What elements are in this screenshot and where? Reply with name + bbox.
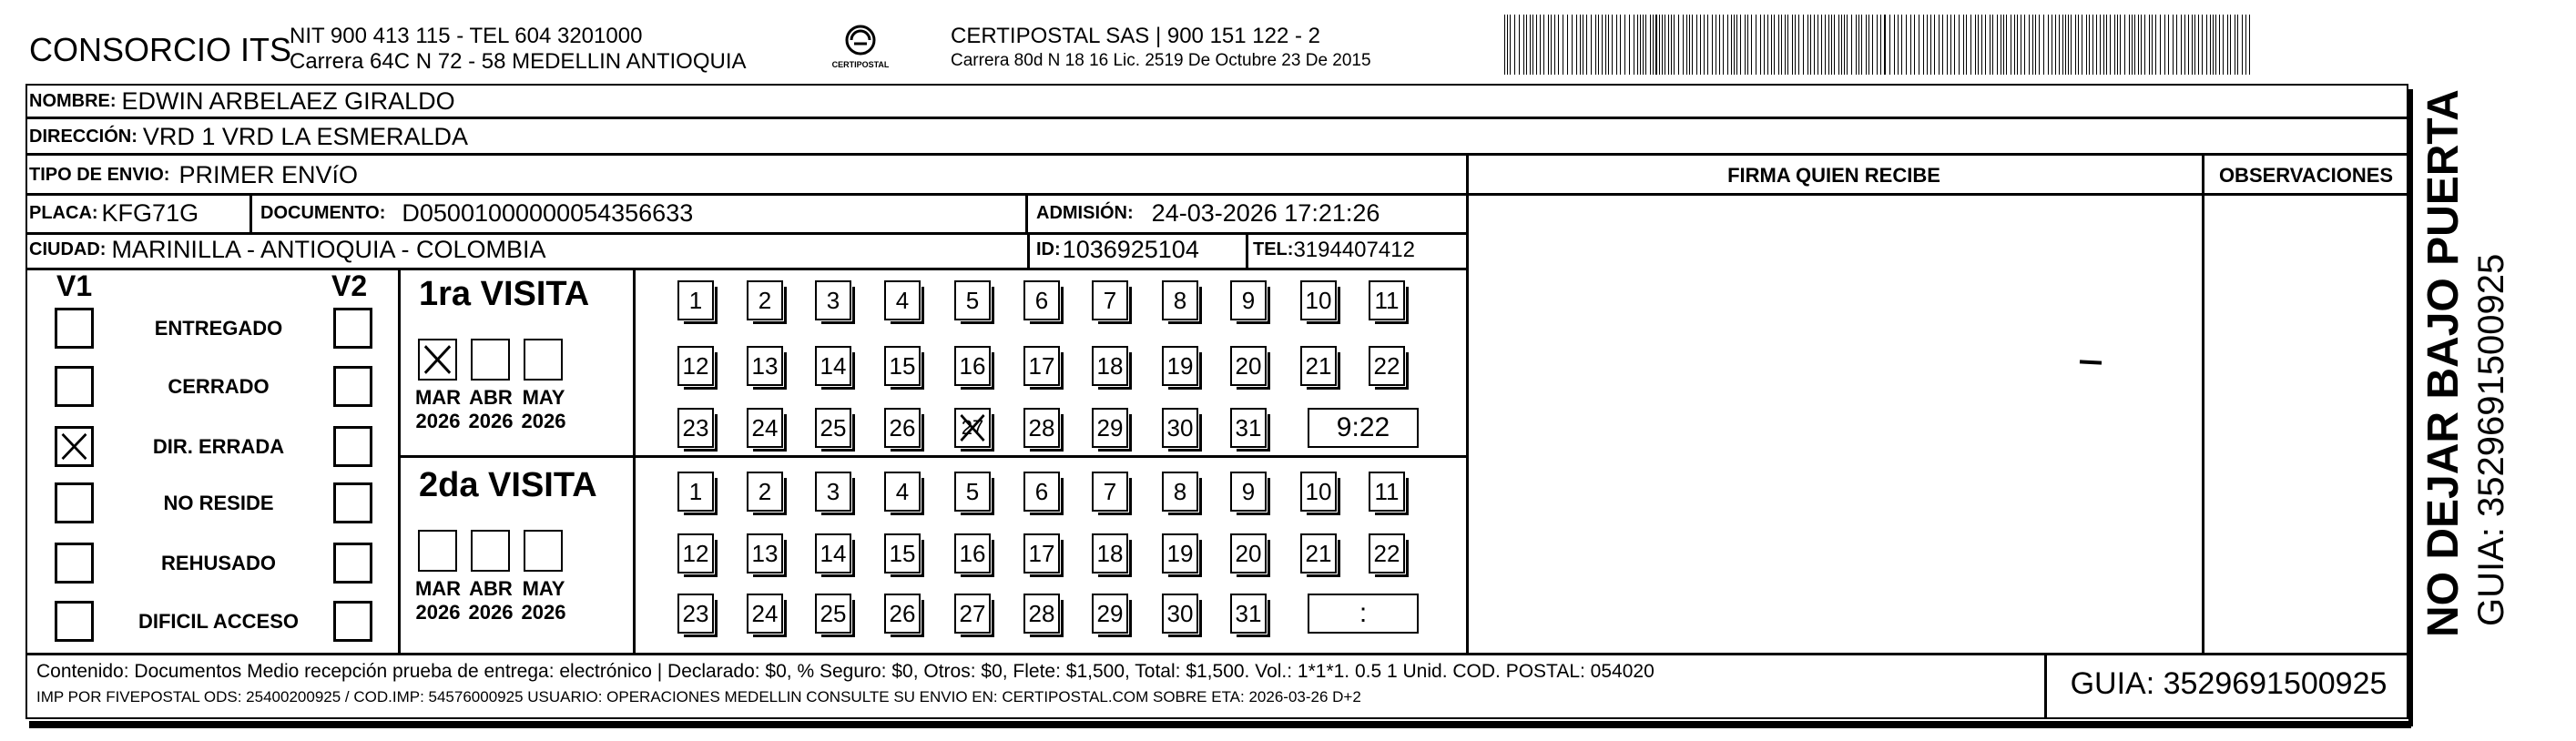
day-box[interactable]: 28 bbox=[1023, 408, 1060, 448]
bottom-shadow bbox=[29, 721, 2411, 728]
company-nit: NIT 900 413 115 - TEL 604 3201000 bbox=[290, 24, 643, 48]
id-value: 1036925104 bbox=[1062, 236, 1199, 263]
company-address: Carrera 64C N 72 - 58 MEDELLIN ANTIOQUIA bbox=[290, 49, 747, 74]
day-box[interactable]: 9 bbox=[1230, 472, 1267, 512]
day-box[interactable]: 1 bbox=[677, 280, 714, 320]
day-box[interactable]: 29 bbox=[1092, 594, 1128, 634]
month-checkbox[interactable] bbox=[418, 339, 457, 381]
day-box[interactable]: 22 bbox=[1369, 533, 1405, 574]
status-label: CERRADO bbox=[168, 375, 270, 398]
day-box[interactable]: 28 bbox=[1023, 594, 1060, 634]
footer-contenido: Contenido: Documentos Medio recepción prueba de entrega: electrónico | Declarado: $0, % Seguro: $0, Otros: $0, Flete: $1,500, Total: $1,500. Vol.: 1*1*1. 0.5 1 Unid. COD. POSTAL: 054020 bbox=[36, 661, 1655, 682]
month-checkbox[interactable] bbox=[524, 339, 563, 381]
tipo-label: TIPO DE ENVIO: bbox=[29, 165, 170, 185]
day-box[interactable]: 19 bbox=[1162, 533, 1198, 574]
row-id bbox=[1005, 235, 1199, 265]
ciudad-value: MARINILLA - ANTIOQUIA - COLOMBIA bbox=[111, 236, 546, 263]
status-label: NO RESIDE bbox=[163, 492, 274, 514]
status-label: REHUSADO bbox=[161, 552, 276, 574]
status-label: DIFICIL ACCESO bbox=[137, 610, 299, 633]
day-box[interactable]: 11 bbox=[1369, 280, 1405, 320]
v1-checkbox[interactable] bbox=[55, 308, 94, 349]
side-text bbox=[2418, 73, 2555, 637]
day-box[interactable]: 23 bbox=[677, 594, 714, 634]
documento-label: DOCUMENTO: bbox=[260, 203, 386, 223]
v2-checkbox[interactable] bbox=[333, 366, 372, 407]
barcode bbox=[1504, 15, 2255, 75]
day-box[interactable]: 29 bbox=[1092, 408, 1128, 448]
month-year: 2026 bbox=[468, 601, 514, 624]
v1-label: V1 bbox=[56, 269, 93, 302]
row-tipo bbox=[29, 160, 358, 190]
day-box[interactable]: 5 bbox=[954, 472, 991, 512]
day-box[interactable]: 21 bbox=[1300, 533, 1337, 574]
direccion-label: DIRECCIÓN: bbox=[29, 127, 137, 147]
day-box[interactable]: 26 bbox=[884, 594, 921, 634]
footer-imp: IMP POR FIVEPOSTAL ODS: 25400200925 / COD.IMP: 54576000925 USUARIO: OPERACIONES MEDELLIN CONSULTE SU ENVIO EN: CERTIPOSTAL.COM SOBRE ETA: 2026-03-26 D+2 bbox=[36, 688, 1361, 705]
v2-checkbox[interactable] bbox=[333, 426, 372, 467]
v2-checkbox[interactable] bbox=[333, 482, 372, 523]
day-box[interactable]: 14 bbox=[815, 533, 851, 574]
day-box[interactable]: 2 bbox=[747, 472, 783, 512]
side-guia: GUIA: 3529691500925 bbox=[2471, 253, 2511, 626]
day-box[interactable]: 15 bbox=[884, 346, 921, 386]
day-box[interactable]: 24 bbox=[747, 594, 783, 634]
month-label bbox=[512, 577, 575, 624]
day-box[interactable]: 18 bbox=[1092, 346, 1128, 386]
month-name: MAY bbox=[522, 577, 565, 600]
day-box[interactable]: 3 bbox=[815, 472, 851, 512]
day-box[interactable]: 18 bbox=[1092, 533, 1128, 574]
day-box[interactable]: 19 bbox=[1162, 346, 1198, 386]
v1-checkbox[interactable] bbox=[55, 601, 94, 642]
day-box[interactable]: 20 bbox=[1230, 346, 1267, 386]
placa-value: KFG71G bbox=[101, 199, 199, 227]
day-box[interactable]: 7 bbox=[1092, 280, 1128, 320]
day-box[interactable]: 25 bbox=[815, 408, 851, 448]
observaciones-label: OBSERVACIONES bbox=[2218, 164, 2394, 187]
month-checkbox[interactable] bbox=[471, 339, 510, 381]
firma-label: FIRMA QUIEN RECIBE bbox=[1727, 164, 1940, 187]
day-box[interactable]: 8 bbox=[1162, 472, 1198, 512]
carrier-address: Carrera 80d N 18 16 Lic. 2519 De Octubre 23 De 2015 bbox=[951, 51, 1371, 70]
tel-value: 3194407412 bbox=[1293, 237, 1415, 262]
day-box[interactable]: 16 bbox=[954, 346, 991, 386]
day-box[interactable]: 21 bbox=[1300, 346, 1337, 386]
day-box[interactable]: 31 bbox=[1230, 408, 1267, 448]
day-box[interactable]: 12 bbox=[677, 346, 714, 386]
month-year: 2026 bbox=[521, 410, 566, 432]
v1-checkbox[interactable] bbox=[55, 366, 94, 407]
v2-checkbox[interactable] bbox=[333, 308, 372, 349]
svg-text:CERTIPOSTAL: CERTIPOSTAL bbox=[831, 60, 890, 69]
day-box[interactable]: 8 bbox=[1162, 280, 1198, 320]
month-name: MAR bbox=[414, 386, 462, 409]
month-name: MAY bbox=[522, 386, 565, 409]
month-checkbox[interactable] bbox=[524, 530, 563, 572]
month-name: ABR bbox=[469, 386, 513, 409]
month-year: 2026 bbox=[521, 601, 566, 624]
row-placa bbox=[29, 198, 199, 228]
admision-value: 24-03-2026 17:21:26 bbox=[1151, 199, 1380, 227]
nombre-label: NOMBRE: bbox=[29, 91, 117, 111]
day-box[interactable]: 2 bbox=[747, 280, 783, 320]
day-box[interactable]: 17 bbox=[1023, 533, 1060, 574]
day-box[interactable]: 1 bbox=[677, 472, 714, 512]
day-box[interactable]: 30 bbox=[1162, 408, 1198, 448]
status-label: ENTREGADO bbox=[154, 317, 283, 340]
day-box[interactable]: 23 bbox=[677, 408, 714, 448]
day-box[interactable]: 24 bbox=[747, 408, 783, 448]
v1-checkbox[interactable] bbox=[55, 482, 94, 523]
company-name: CONSORCIO ITS bbox=[29, 31, 292, 68]
day-box[interactable]: 25 bbox=[815, 594, 851, 634]
row-tel bbox=[1253, 235, 1415, 265]
month-checkbox[interactable] bbox=[418, 530, 457, 572]
day-box[interactable]: 10 bbox=[1300, 472, 1337, 512]
day-box[interactable]: 6 bbox=[1023, 280, 1060, 320]
direccion-value: VRD 1 VRD LA ESMERALDA bbox=[142, 123, 469, 150]
time-box[interactable]: : bbox=[1308, 594, 1419, 634]
day-box[interactable]: 15 bbox=[884, 533, 921, 574]
month-year: 2026 bbox=[415, 601, 461, 624]
day-box[interactable]: 22 bbox=[1369, 346, 1405, 386]
row-documento bbox=[260, 198, 693, 228]
day-box[interactable]: 17 bbox=[1023, 346, 1060, 386]
certipostal-logo bbox=[810, 22, 911, 76]
month-label bbox=[512, 386, 575, 433]
v1-checkbox[interactable] bbox=[55, 426, 94, 467]
firma-area[interactable] bbox=[1469, 196, 2201, 651]
day-box[interactable]: 10 bbox=[1300, 280, 1337, 320]
day-box[interactable]: 13 bbox=[747, 533, 783, 574]
day-box[interactable]: 9 bbox=[1230, 280, 1267, 320]
footer-guia: GUIA: 3529691500925 bbox=[2070, 666, 2388, 701]
day-box[interactable]: 16 bbox=[954, 533, 991, 574]
day-box[interactable]: 6 bbox=[1023, 472, 1060, 512]
warning-no-dejar: NO DEJAR BAJO PUERTA bbox=[2419, 89, 2468, 637]
month-name: ABR bbox=[469, 577, 513, 600]
tel-label: TEL: bbox=[1253, 239, 1294, 259]
ciudad-label: CIUDAD: bbox=[29, 239, 107, 259]
day-box[interactable] bbox=[954, 408, 991, 448]
month-checkbox[interactable] bbox=[471, 530, 510, 572]
day-box[interactable]: 20 bbox=[1230, 533, 1267, 574]
day-box[interactable]: 14 bbox=[815, 346, 851, 386]
day-box[interactable]: 30 bbox=[1162, 594, 1198, 634]
day-box[interactable]: 11 bbox=[1369, 472, 1405, 512]
day-box[interactable]: 31 bbox=[1230, 594, 1267, 634]
day-box[interactable]: 5 bbox=[954, 280, 991, 320]
carrier-name: CERTIPOSTAL SAS | 900 151 122 - 2 bbox=[951, 24, 1320, 48]
v1-checkbox[interactable] bbox=[55, 543, 94, 584]
day-box[interactable]: 12 bbox=[677, 533, 714, 574]
right-shadow bbox=[2408, 89, 2413, 726]
row-admision bbox=[1036, 198, 1380, 228]
admision-label: ADMISIÓN: bbox=[1036, 203, 1134, 223]
row-ciudad bbox=[29, 235, 546, 265]
time-box[interactable]: 9:22 bbox=[1308, 408, 1419, 448]
tipo-value: PRIMER ENVíO bbox=[178, 161, 358, 188]
documento-value: D05001000000054356633 bbox=[402, 199, 694, 227]
nombre-value: EDWIN ARBELAEZ GIRALDO bbox=[121, 87, 455, 115]
month-year: 2026 bbox=[415, 410, 461, 432]
day-box[interactable]: 27 bbox=[954, 594, 991, 634]
day-box[interactable]: 7 bbox=[1092, 472, 1128, 512]
month-year: 2026 bbox=[468, 410, 514, 432]
observaciones-area[interactable] bbox=[2204, 196, 2407, 651]
day-box[interactable]: 4 bbox=[884, 472, 921, 512]
v2-checkbox[interactable] bbox=[333, 543, 372, 584]
row-nombre bbox=[29, 86, 455, 117]
month-name: MAR bbox=[414, 577, 462, 600]
day-number: 27 bbox=[961, 416, 984, 439]
day-box[interactable]: 13 bbox=[747, 346, 783, 386]
status-label: DIR. ERRADA bbox=[152, 435, 285, 458]
id-label: ID: bbox=[1036, 239, 1061, 259]
day-box[interactable]: 26 bbox=[884, 408, 921, 448]
visit1-title: 1ra VISITA bbox=[419, 275, 590, 313]
row-direccion bbox=[29, 122, 468, 152]
v2-checkbox[interactable] bbox=[333, 601, 372, 642]
visit2-title: 2da VISITA bbox=[419, 466, 597, 504]
v2-label: V2 bbox=[331, 269, 368, 302]
day-box[interactable]: 3 bbox=[815, 280, 851, 320]
placa-label: PLACA: bbox=[29, 203, 98, 223]
day-box[interactable]: 4 bbox=[884, 280, 921, 320]
